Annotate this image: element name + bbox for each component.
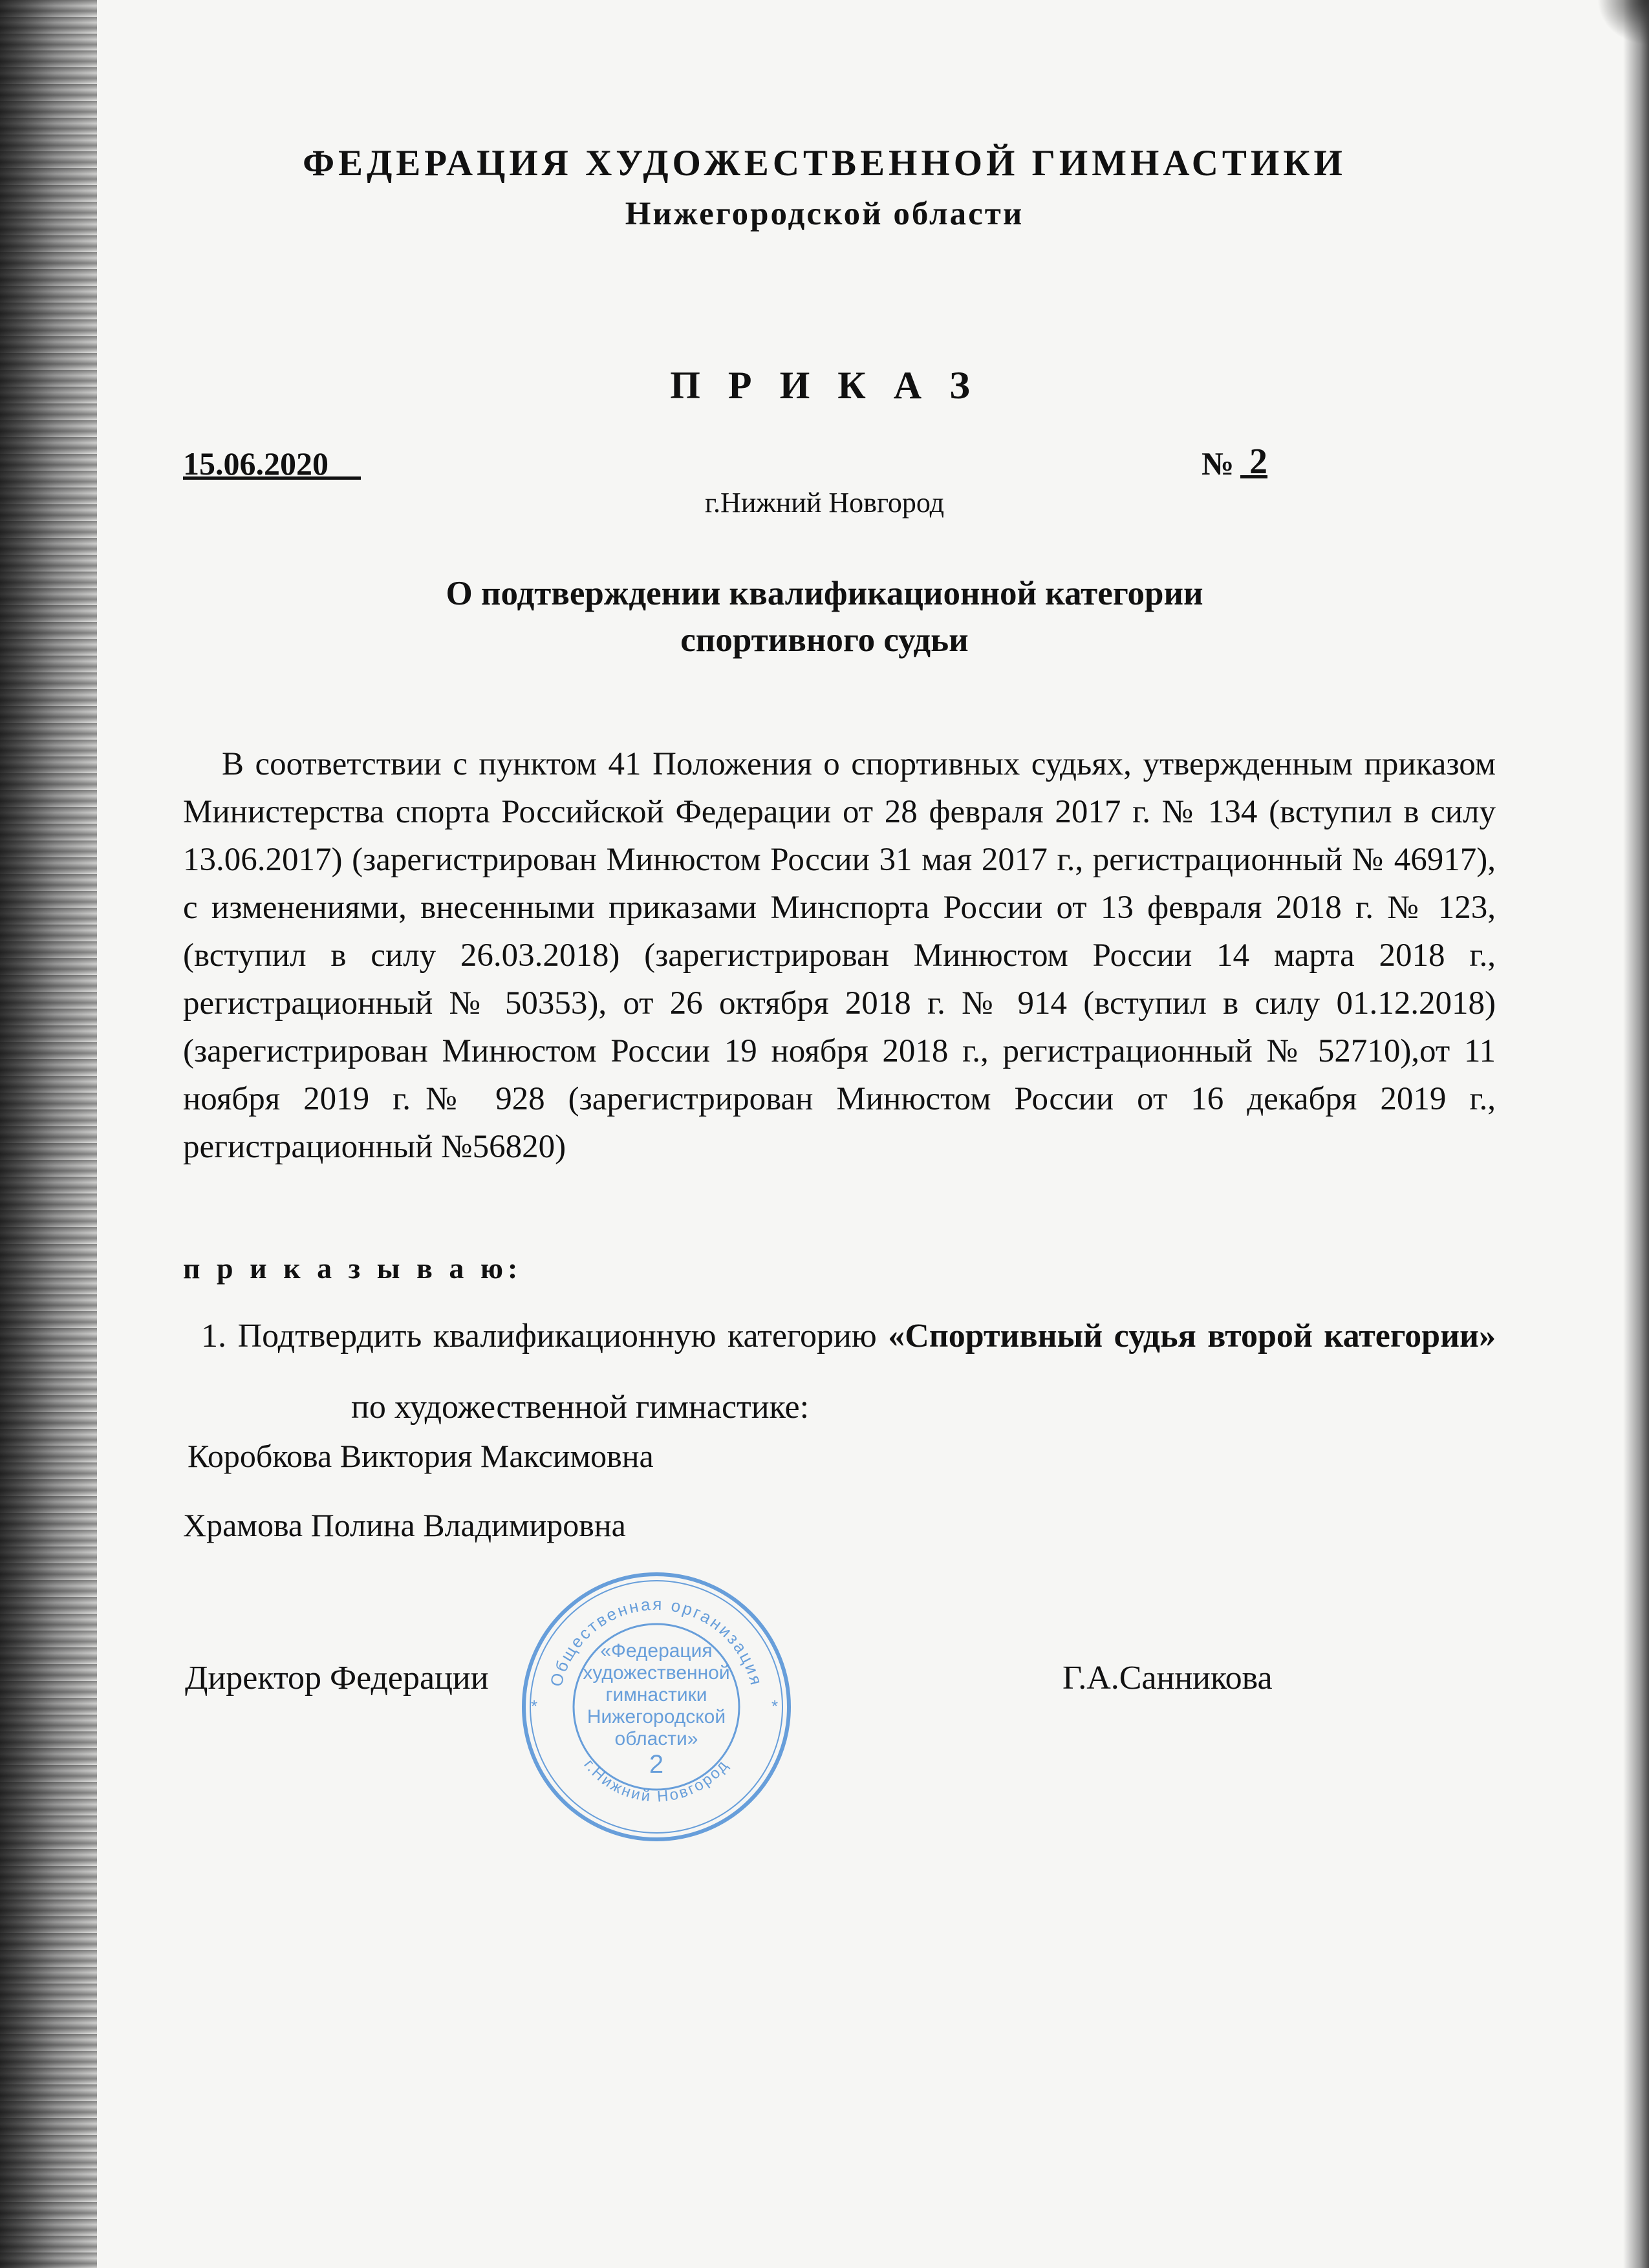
document-date: 15.06.2020 (183, 445, 329, 482)
stamp-star-right: * (771, 1696, 779, 1716)
signer-name: Г.А.Санникова (1062, 1660, 1273, 1696)
scan-shadow-left (0, 0, 97, 2268)
stamp-line-4: Нижегородской (587, 1706, 726, 1728)
subject-line-2: спортивного судьи (680, 621, 969, 659)
document-number-label: № (1202, 445, 1234, 482)
order-item-1 (183, 1301, 1496, 1443)
stamp-number: 2 (649, 1750, 664, 1779)
stamp-line-1: «Федерация (600, 1640, 713, 1662)
order-word: п р и к а з ы в а ю: (183, 1252, 523, 1285)
stamp-ring-text-bottom: г.Нижний Новгород (580, 1755, 733, 1806)
item1-prefix: 1. Подтвердить квалификационную категорию (201, 1318, 889, 1354)
person-name: Коробкова Виктория Максимовна (188, 1438, 654, 1474)
person-name: Храмова Полина Владимировна (183, 1507, 626, 1543)
organization-stamp (514, 1565, 799, 1849)
organization-region: Нижегородской области (625, 196, 1024, 232)
document-number: 2 (1249, 442, 1267, 482)
item1-category: «Спортивный судья второй категории» (888, 1318, 1496, 1354)
stamp-star-left: * (531, 1696, 538, 1716)
item1-suffix: по художественной гимнастике: (351, 1389, 810, 1426)
scan-shadow-right (1623, 0, 1649, 2268)
subject-line-1: О подтверждении квалификационной категории (446, 575, 1203, 612)
preamble-paragraph: В соответствии с пунктом 41 Положения о спортивных судьях, утвержденным приказом Министерства спорта Российской Федерации от 28 февраля 2017 г. № 134 (вступил в силу 13.06.2017) (зарегистрирован Минюстом России 31 мая 2017 г., регистрационный № 46917), с изменениями, внесенными приказами Минспорта России от 13 февраля 2018 г. № 123, (вступил в силу 26.03.2018) (зарегистрирован Минюстом России 14 марта 2018 г., регистрационный № 50353), от 26 октября 2018 г. № 914 (вступил в силу 01.12.2018) (зарегистрирован Минюстом России 19 ноября 2018 г., регистрационный № 52710),от 11 ноября 2019 г.№ 928 (зарегистрирован Минюстом России от 16 декабря 2019 г., регистрационный №56820) (183, 746, 1496, 1165)
document-subject (0, 570, 1649, 663)
organization-name: ФЕДЕРАЦИЯ ХУДОЖЕСТВЕННОЙ ГИМНАСТИКИ (303, 143, 1346, 184)
scan-shadow-corner (1597, 0, 1649, 45)
document-title: П Р И К А З (670, 364, 979, 407)
signer-role: Директор Федерации (185, 1660, 489, 1696)
stamp-line-5: области» (614, 1728, 698, 1749)
stamp-ring-text-top: Общественная организация (546, 1594, 767, 1689)
document-city: г.Нижний Новгород (704, 487, 945, 519)
stamp-line-3: гимнастики (605, 1684, 707, 1706)
stamp-line-2: художественной (583, 1662, 730, 1684)
